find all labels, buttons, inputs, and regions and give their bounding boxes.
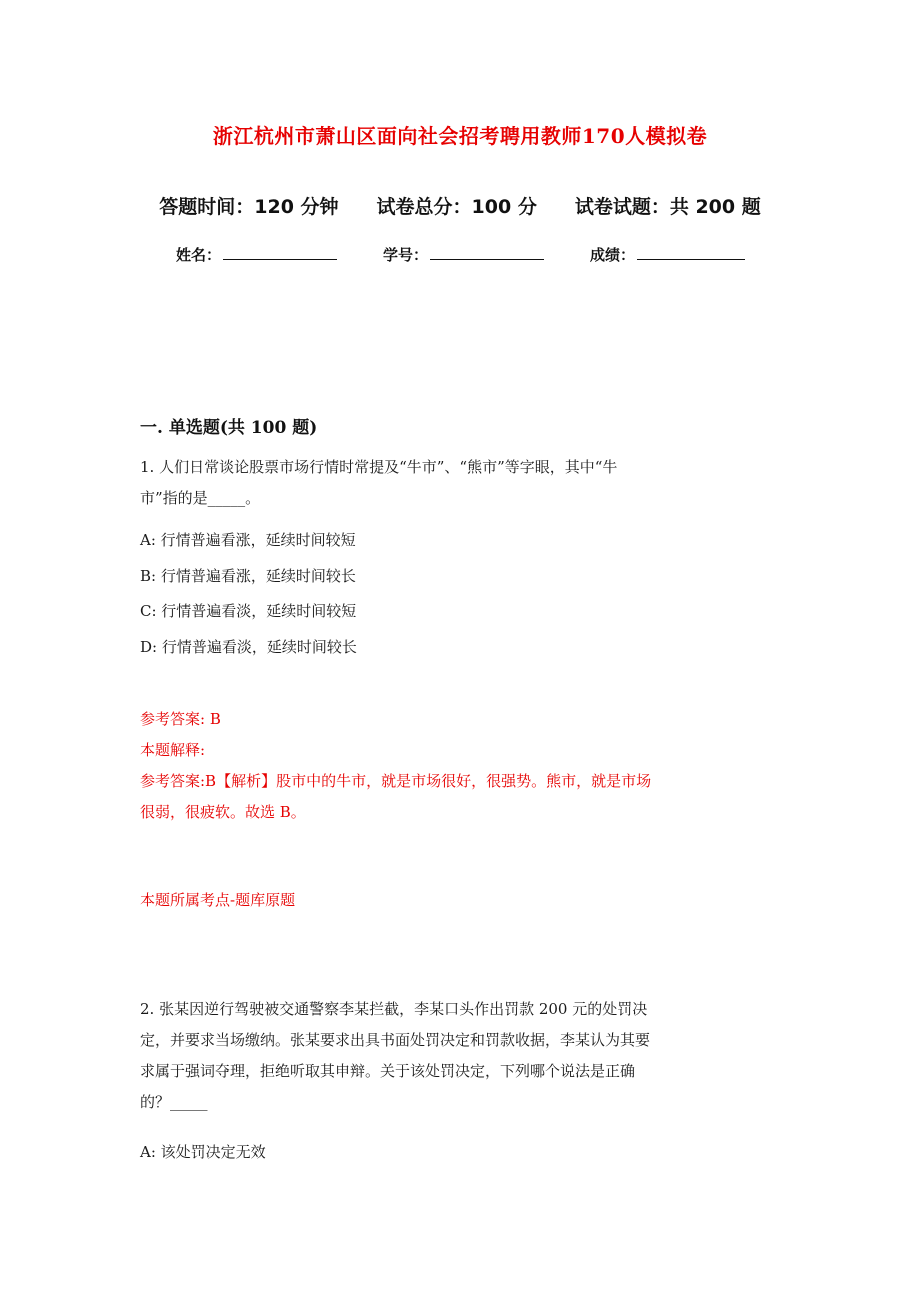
score-blank [637, 245, 745, 260]
stem-line: 2. 张某因逆行驾驶被交通警察李某拦截，李某口头作出罚款 200 元的处罚决 [140, 1000, 648, 1018]
stem-line: 市”指的是_____。 [140, 489, 261, 507]
document-title: 浙江杭州市萧山区面向社会招考聘用教师170人模拟卷 [212, 124, 708, 148]
exam-meta-row [0, 192, 920, 219]
question-2-stem [140, 994, 780, 1118]
id-label: 学号： [383, 246, 429, 264]
explain-line: 参考答案:B【解析】股市中的牛市，就是市场很好，很强势。熊市，就是市场 [140, 772, 652, 790]
option-a: A: 行情普遍看涨，延续时间较短 [140, 531, 356, 549]
answer: 参考答案: B [140, 710, 221, 728]
id-field [383, 244, 544, 265]
option-c: C: 行情普遍看淡，延续时间较短 [140, 602, 357, 620]
question-1-source: 本题所属考点-题库原题 [140, 891, 296, 909]
question-1-options [140, 523, 780, 665]
name-label: 姓名： [176, 246, 222, 264]
name-blank [223, 245, 337, 260]
option-a: A: 该处罚决定无效 [140, 1143, 266, 1161]
question-2-options [140, 1137, 780, 1168]
total-score: 试卷总分：100 分 [376, 196, 537, 218]
question-1-stem [140, 452, 780, 514]
id-blank [430, 245, 544, 260]
stem-line: 定，并要求当场缴纳。张某要求出具书面处罚决定和罚款收据，李某认为其要 [140, 1031, 651, 1049]
option-d: D: 行情普遍看淡，延续时间较长 [140, 637, 357, 656]
stem-line: 1. 人们日常谈论股票市场行情时常提及“牛市”、“熊市”等字眼，其中“牛 [140, 458, 618, 476]
total-questions: 试卷试题：共 200 题 [574, 196, 761, 218]
stem-line: 求属于强词夺理，拒绝听取其申辩。关于该处罚决定，下列哪个说法是正确 [140, 1062, 636, 1080]
score-label: 成绩： [590, 246, 636, 264]
explain-line: 很弱，很疲软。故选 B。 [140, 803, 306, 821]
stem-line: 的？_____ [140, 1093, 208, 1111]
name-field [176, 244, 337, 265]
score-field [590, 244, 745, 265]
exam-time: 答题时间：120 分钟 [159, 196, 339, 218]
student-info-row [176, 244, 745, 265]
option-b: B: 行情普遍看涨，延续时间较长 [140, 566, 356, 585]
section-heading: 一. 单选题(共 100 题) [140, 418, 318, 438]
explain-label: 本题解释: [140, 741, 206, 759]
question-1-answer-block [140, 704, 780, 828]
